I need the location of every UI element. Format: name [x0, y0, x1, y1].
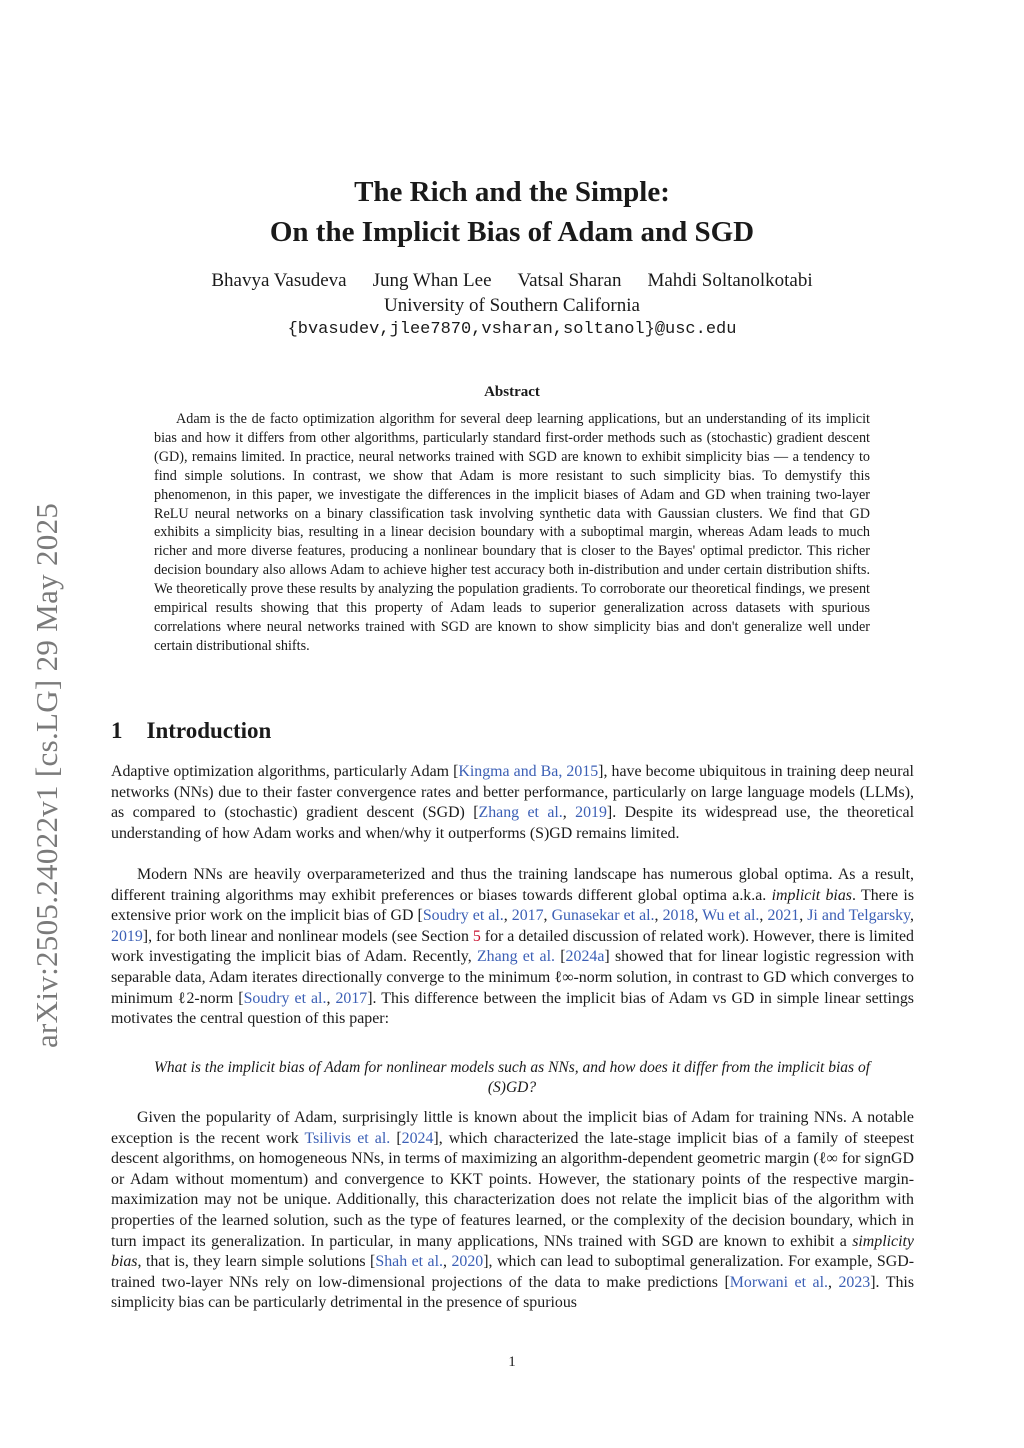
text-run: ,: [759, 907, 768, 925]
citation-link[interactable]: 2019: [111, 927, 143, 945]
text-run: ,: [910, 907, 914, 925]
citation-link[interactable]: 2017: [511, 907, 544, 925]
author-4: Mahdi Soltanolkotabi: [647, 270, 813, 291]
text-run: ,: [562, 804, 576, 822]
text-run: ,: [694, 907, 703, 925]
author-emails: {bvasudev,jlee7870,vsharan,soltanol}@usc.edu: [287, 320, 737, 339]
section-heading: [111, 718, 271, 744]
text-run: ]. This simplicity bias can be particularly detrimental in the presence of spurious: [111, 1273, 915, 1312]
text-run: ], have become ubiquitous in training deep neural networks (NNs) due to their faster convergence rates and better performance, particularly on large language models (LLMs), as compared to (stochastic) gradient descent (SGD) [: [111, 763, 914, 822]
emphasis: implicit bias: [771, 886, 852, 904]
paper-title: [0, 172, 1024, 252]
text-run: [: [390, 1129, 402, 1147]
citation-link[interactable]: Zhang et al.: [476, 948, 555, 966]
citation-link[interactable]: 2023: [838, 1273, 871, 1291]
central-question: What is the implicit bias of Adam for nonlinear models such as NNs, and how does it differ from the implicit bias of (S)GD?: [153, 1059, 870, 1096]
text-run: ], which can lead to suboptimal generalization. For example, SGD-trained two-layer NNs rely on low-dimensional projections of the data to make predictions [: [111, 1253, 915, 1291]
author-list: [0, 270, 1024, 292]
emphasis: simplicity bias: [111, 1232, 914, 1271]
text-run: for a detailed discussion of related work). However, there is limited work investigating the implicit bias of Adam. Recently,: [111, 927, 914, 966]
author-3: Vatsal Sharan: [517, 270, 622, 291]
citation-link[interactable]: Kingma and Ba, 2015: [458, 763, 599, 780]
citation-link[interactable]: 2020: [451, 1253, 484, 1271]
intro-paragraph-2: [111, 865, 914, 1030]
author-1: Bhavya Vasudeva: [211, 270, 347, 291]
text-run: ,: [443, 1253, 452, 1271]
abstract-text: Adam is the de facto optimization algorithm for several deep learning applications, but an understanding of its implicit bias and how it differs from other algorithms, particularly standard first-order methods such as (stochastic) gradient descent (GD), remains limited. In practice, neural networks trained with SGD are known to exhibit simplicity bias — a tendency to find simple solutions. In contrast, we show that Adam is more resistant to such simplicity bias. To demystify this phenomenon, in this paper, we investigate the differences in the implicit biases of Adam and GD when training two-layer ReLU neural networks on a binary classification task involving synthetic data with Gaussian clusters. We find that GD exhibits a simplicity bias, resulting in a linear decision boundary with a suboptimal margin, whereas Adam leads to much richer and more diverse features, producing a nonlinear boundary that is closer to the Bayes' optimal predictor. This richer decision boundary also allows Adam to achieve higher test accuracy both in-distribution and under certain distribution shifts. We theoretically prove these results by analyzing the population gradients. To corroborate our theoretical findings, we present empirical results showing that this property of Adam leads to superior generalization across datasets with spurious correlations where neural networks trained with SGD are known to show simplicity bias and don't generalize well under certain distributional shifts.: [154, 411, 870, 654]
citation-link[interactable]: Shah et al.: [375, 1253, 443, 1271]
text-run: ,: [654, 907, 663, 925]
text-run: ] showed that for linear logistic regression with separable data, Adam iterates directionally converge to the minimum ℓ∞-norm solution, in contrast to GD which converges to minimum ℓ2-norm [: [111, 948, 914, 1007]
text-run: ]. Despite its widespread use, the theoretical understanding of how Adam works and when/why it outperforms (S)GD remains limited.: [111, 804, 914, 842]
text-run: , that is, they learn simple solutions [: [137, 1253, 376, 1271]
title-line-1: The Rich and the Simple:: [354, 176, 670, 208]
citation-link[interactable]: Soudry et al.: [422, 907, 504, 925]
section-number: 1: [111, 718, 123, 743]
text-run: ,: [543, 907, 552, 925]
text-run: ], which characterized the late-stage implicit bias of a family of steepest descent algorithms, on homogeneous NNs, in terms of maximizing an algorithm-dependent geometric margin (ℓ∞ for signGD or Adam without momentum) and convergence to KKT points. However, the stationary points of the respective margin-maximization may not be unique. Additionally, this characterization does not relate the implicit bias of the algorithm with properties of the learned solution, such as the type of features learned, or the complexity of the decision boundary, which in turn impact its generalization. In particular, in many applications, NNs trained with SGD are known to exhibit a: [111, 1129, 915, 1250]
citation-link[interactable]: Tsilivis et al.: [304, 1129, 391, 1147]
text-run: ,: [799, 907, 808, 925]
citation-link[interactable]: 2024a: [565, 948, 605, 966]
title-line-2: On the Implicit Bias of Adam and SGD: [269, 216, 755, 248]
text-run: ,: [503, 907, 512, 925]
arxiv-stamp: arXiv:2505.24022v1 [cs.LG] 29 May 2025: [29, 502, 64, 1048]
citation-link[interactable]: Ji and Telgarsky: [807, 907, 910, 925]
citation-link[interactable]: Zhang et al.: [478, 804, 563, 822]
intro-paragraph-3: [111, 1108, 914, 1314]
text-run: . There is extensive prior work on the implicit bias of GD [: [111, 886, 915, 925]
intro-paragraph-1: [111, 762, 914, 844]
affiliation: University of Southern California: [384, 295, 640, 316]
text-run: ]. This difference between the implicit bias of Adam vs GD in simple linear settings motivates the central question of this paper:: [111, 989, 914, 1028]
citation-link[interactable]: Gunasekar et al.: [551, 907, 655, 925]
section-ref-link[interactable]: 5: [472, 927, 481, 945]
text-run: [: [554, 948, 566, 966]
citation-link[interactable]: 2019: [575, 804, 607, 822]
citation-link[interactable]: Wu et al.: [702, 907, 760, 925]
text-run: ,: [326, 989, 336, 1007]
citation-link[interactable]: Soudry et al.: [243, 989, 327, 1007]
text-run: ,: [827, 1273, 839, 1291]
text-run: Modern NNs are heavily overparameterized and thus the training landscape has numerous global optima. As a result, different training algorithms may exhibit preferences or biases towards different global optima a.k.a.: [111, 866, 914, 904]
citation-link[interactable]: 2021: [767, 907, 800, 925]
text-run: Adaptive optimization algorithms, particularly Adam [: [111, 763, 459, 780]
citation-link[interactable]: 2017: [335, 989, 368, 1007]
section-title: Introduction: [146, 718, 272, 743]
abstract-heading: Abstract: [484, 384, 540, 400]
citation-link[interactable]: 2024: [401, 1129, 434, 1147]
citation-link[interactable]: 2018: [662, 907, 695, 925]
author-2: Jung Whan Lee: [372, 270, 492, 291]
citation-link[interactable]: Morwani et al.: [729, 1273, 828, 1291]
page-number: 1: [508, 1354, 516, 1370]
text-run: ], for both linear and nonlinear models (see Section: [142, 927, 473, 945]
text-run: Given the popularity of Adam, surprisingly little is known about the implicit bias of Adam for training NNs. A notable exception is the recent work: [111, 1109, 914, 1147]
